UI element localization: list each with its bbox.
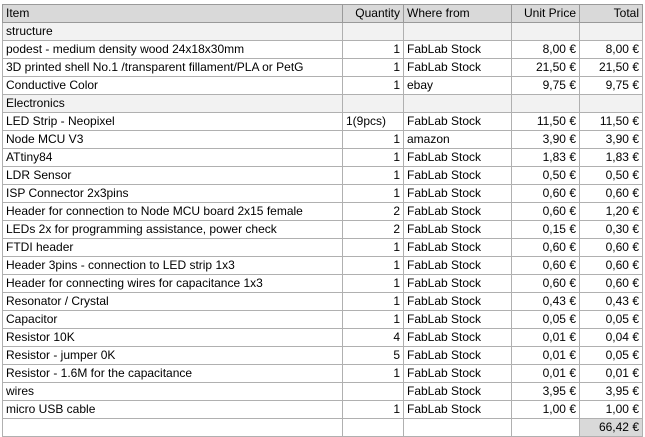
quantity-cell[interactable]: 2 [343,203,404,221]
total-cell[interactable]: 8,00 € [580,41,643,59]
total-cell[interactable]: 1,00 € [580,401,643,419]
quantity-cell[interactable]: 2 [343,221,404,239]
where-from-cell[interactable]: FabLab Stock [404,311,512,329]
empty-cell[interactable] [343,23,404,41]
header-unit-price[interactable]: Unit Price [512,5,580,23]
header-where-from[interactable]: Where from [404,5,512,23]
item-cell[interactable]: Header 3pins - connection to LED strip 1x3 [3,257,343,275]
where-from-cell[interactable]: FabLab Stock [404,329,512,347]
unit-price-cell[interactable]: 0,60 € [512,185,580,203]
unit-price-cell[interactable]: 0,01 € [512,329,580,347]
item-cell[interactable]: Header for connection to Node MCU board 2x15 female [3,203,343,221]
table-row [3,77,643,95]
item-cell[interactable]: micro USB cable [3,401,343,419]
where-from-cell[interactable]: FabLab Stock [404,149,512,167]
total-cell[interactable]: 21,50 € [580,59,643,77]
item-cell[interactable]: 3D printed shell No.1 /transparent fillament/PLA or PetG [3,59,343,77]
header-row [3,5,643,23]
quantity-cell[interactable]: 1 [343,131,404,149]
table-row [3,275,643,293]
unit-price-cell[interactable]: 0,01 € [512,365,580,383]
item-cell[interactable]: Resistor - jumper 0K [3,347,343,365]
table-row [3,59,643,77]
quantity-cell[interactable]: 1 [343,257,404,275]
unit-price-cell[interactable]: 3,95 € [512,383,580,401]
empty-cell[interactable] [404,419,512,437]
table-row [3,221,643,239]
grand-total-cell[interactable]: 66,42 € [580,419,643,437]
quantity-cell[interactable]: 5 [343,347,404,365]
unit-price-cell[interactable]: 0,15 € [512,221,580,239]
where-from-cell[interactable]: FabLab Stock [404,185,512,203]
table-body [3,5,643,437]
total-cell[interactable]: 0,60 € [580,275,643,293]
item-cell[interactable]: LDR Sensor [3,167,343,185]
where-from-cell[interactable]: amazon [404,131,512,149]
where-from-cell[interactable]: FabLab Stock [404,203,512,221]
table-row [3,149,643,167]
total-cell[interactable]: 0,05 € [580,347,643,365]
where-from-cell[interactable]: FabLab Stock [404,167,512,185]
unit-price-cell[interactable]: 9,75 € [512,77,580,95]
unit-price-cell[interactable]: 0,01 € [512,347,580,365]
unit-price-cell[interactable]: 1,83 € [512,149,580,167]
empty-cell[interactable] [512,419,580,437]
quantity-cell[interactable]: 1 [343,275,404,293]
total-cell[interactable]: 1,83 € [580,149,643,167]
unit-price-cell[interactable]: 1,00 € [512,401,580,419]
total-cell[interactable]: 0,60 € [580,239,643,257]
quantity-cell[interactable]: 1 [343,239,404,257]
total-cell[interactable]: 0,04 € [580,329,643,347]
section-label[interactable]: Electronics [3,95,343,113]
empty-cell[interactable] [580,23,643,41]
where-from-cell[interactable]: FabLab Stock [404,365,512,383]
empty-cell[interactable] [512,95,580,113]
table-row [3,185,643,203]
item-cell[interactable]: Resistor 10K [3,329,343,347]
where-from-cell[interactable]: ebay [404,77,512,95]
empty-cell[interactable] [404,95,512,113]
quantity-cell[interactable]: 4 [343,329,404,347]
where-from-cell[interactable]: FabLab Stock [404,293,512,311]
where-from-cell[interactable]: FabLab Stock [404,113,512,131]
total-cell[interactable]: 3,95 € [580,383,643,401]
unit-price-cell[interactable]: 0,60 € [512,257,580,275]
table-row [3,257,643,275]
table-row [3,401,643,419]
quantity-cell[interactable]: 1 [343,59,404,77]
item-cell[interactable]: LED Strip - Neopixel [3,113,343,131]
quantity-cell[interactable]: 1 [343,185,404,203]
table-row [3,293,643,311]
table-row [3,365,643,383]
where-from-cell[interactable]: FabLab Stock [404,59,512,77]
unit-price-cell[interactable]: 0,60 € [512,203,580,221]
section-row [3,95,643,113]
unit-price-cell[interactable]: 0,50 € [512,167,580,185]
section-row [3,23,643,41]
empty-cell[interactable] [3,419,343,437]
item-cell[interactable]: Resistor - 1.6M for the capacitance [3,365,343,383]
item-cell[interactable]: ATtiny84 [3,149,343,167]
item-cell[interactable]: FTDI header [3,239,343,257]
item-cell[interactable]: Resonator / Crystal [3,293,343,311]
table-row [3,113,643,131]
unit-price-cell[interactable]: 0,05 € [512,311,580,329]
unit-price-cell[interactable]: 3,90 € [512,131,580,149]
item-cell[interactable]: Conductive Color [3,77,343,95]
total-cell[interactable]: 0,01 € [580,365,643,383]
grand-total-row [3,419,643,437]
table-row [3,41,643,59]
empty-cell[interactable] [512,23,580,41]
unit-price-cell[interactable]: 0,60 € [512,239,580,257]
table-row [3,131,643,149]
quantity-cell[interactable]: 1 [343,77,404,95]
quantity-cell[interactable]: 1 [343,167,404,185]
total-cell[interactable]: 0,43 € [580,293,643,311]
table-row [3,167,643,185]
where-from-cell[interactable]: FabLab Stock [404,257,512,275]
unit-price-cell[interactable]: 0,43 € [512,293,580,311]
empty-cell[interactable] [404,23,512,41]
total-cell[interactable]: 9,75 € [580,77,643,95]
total-cell[interactable]: 0,60 € [580,257,643,275]
total-cell[interactable]: 0,05 € [580,311,643,329]
quantity-cell[interactable]: 1 [343,149,404,167]
item-cell[interactable]: ISP Connector 2x3pins [3,185,343,203]
header-item[interactable]: Item [3,5,343,23]
total-cell[interactable]: 0,60 € [580,185,643,203]
unit-price-cell[interactable]: 11,50 € [512,113,580,131]
unit-price-cell[interactable]: 0,60 € [512,275,580,293]
item-cell[interactable]: LEDs 2x for programming assistance, power check [3,221,343,239]
item-cell[interactable]: Capacitor [3,311,343,329]
table-row [3,329,643,347]
total-cell[interactable]: 1,20 € [580,203,643,221]
where-from-cell[interactable]: FabLab Stock [404,347,512,365]
bill-of-materials-table [2,4,643,437]
where-from-cell[interactable]: FabLab Stock [404,401,512,419]
total-cell[interactable]: 0,30 € [580,221,643,239]
section-label[interactable]: structure [3,23,343,41]
total-cell[interactable]: 11,50 € [580,113,643,131]
total-cell[interactable]: 3,90 € [580,131,643,149]
empty-cell[interactable] [580,95,643,113]
header-quantity[interactable]: Quantity [343,5,404,23]
table-row [3,311,643,329]
unit-price-cell[interactable]: 8,00 € [512,41,580,59]
where-from-cell[interactable]: FabLab Stock [404,383,512,401]
empty-cell[interactable] [343,419,404,437]
item-cell[interactable]: podest - medium density wood 24x18x30mm [3,41,343,59]
table-row [3,347,643,365]
where-from-cell[interactable]: FabLab Stock [404,239,512,257]
quantity-cell[interactable]: 1(9pcs) [343,113,404,131]
where-from-cell[interactable]: FabLab Stock [404,41,512,59]
item-cell[interactable]: Node MCU V3 [3,131,343,149]
quantity-cell[interactable]: 1 [343,311,404,329]
quantity-cell[interactable] [343,383,404,401]
empty-cell[interactable] [343,95,404,113]
quantity-cell[interactable]: 1 [343,401,404,419]
table-row [3,239,643,257]
table-row [3,203,643,221]
total-cell[interactable]: 0,50 € [580,167,643,185]
where-from-cell[interactable]: FabLab Stock [404,221,512,239]
quantity-cell[interactable]: 1 [343,365,404,383]
where-from-cell[interactable]: FabLab Stock [404,275,512,293]
item-cell[interactable]: Header for connecting wires for capacitance 1x3 [3,275,343,293]
quantity-cell[interactable]: 1 [343,293,404,311]
quantity-cell[interactable]: 1 [343,41,404,59]
unit-price-cell[interactable]: 21,50 € [512,59,580,77]
header-total[interactable]: Total [580,5,643,23]
item-cell[interactable]: wires [3,383,343,401]
table-row [3,383,643,401]
